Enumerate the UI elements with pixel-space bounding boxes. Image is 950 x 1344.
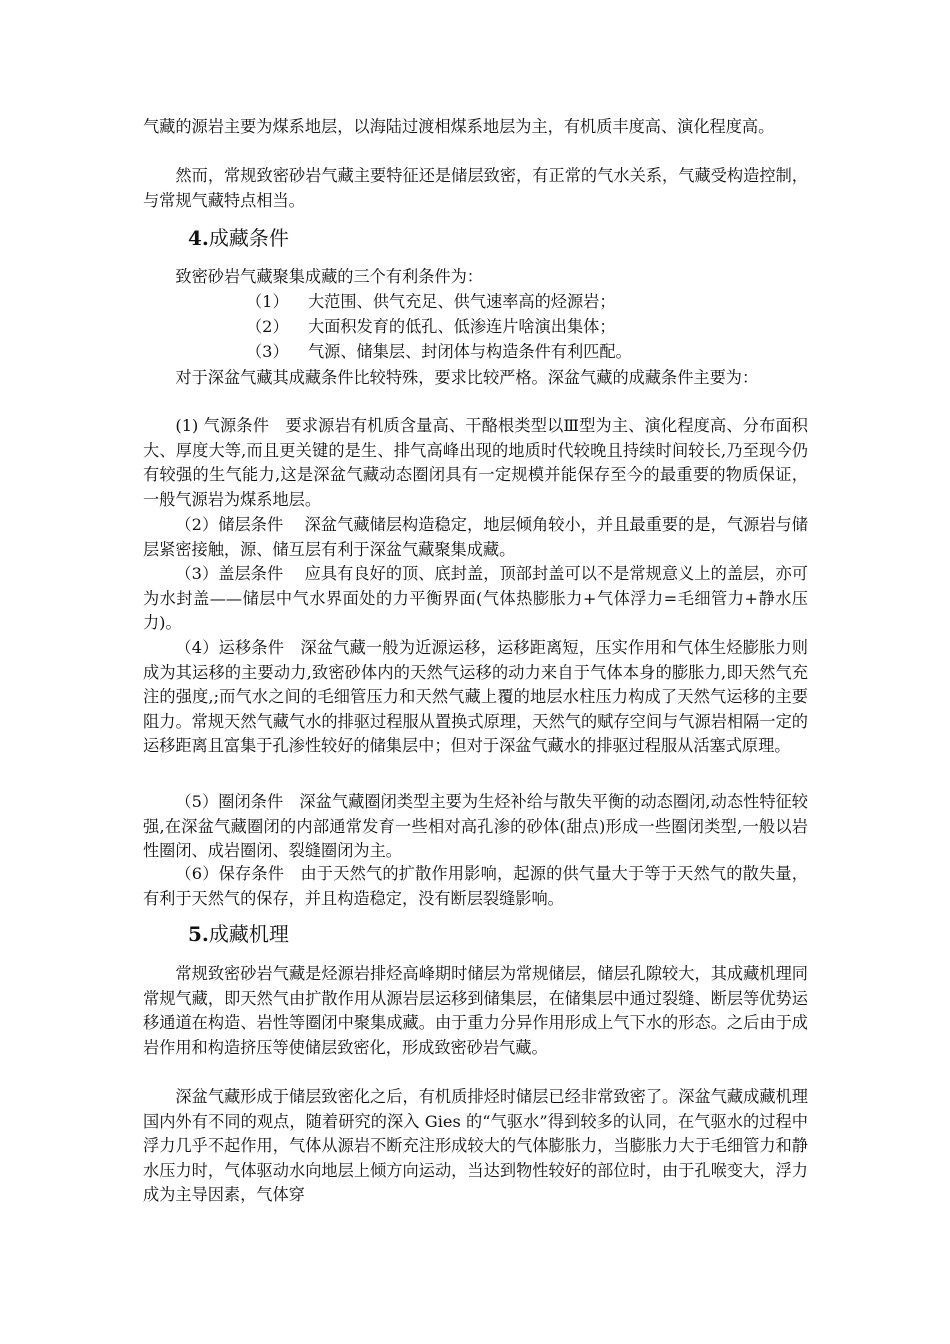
paragraph-cap-rock-condition: （3）盖层条件 应具有良好的顶、底封盖，顶部封盖可以不是常规意义上的盖层，亦可为水封盖——储层中气水界面处的力平衡界面(气体热膨胀力+气体浮力=毛细管力+静水压力)。: [143, 564, 808, 633]
condition-item: [246, 340, 632, 365]
heading-number: 5.: [188, 922, 209, 946]
paragraph-deep-basin-mechanism: 深盆气藏形成于储层致密化之后，有机质排烃时储层已经非常致密了。深盆气藏成藏机理国内外有不同的观点，随着研究的深入 Gies 的“气驱水”得到较多的认同，在气驱水的过程中浮力几乎不起作用，气体从源岩不断充注形成较大的气体膨胀力，当膨胀力大于毛细管力和静水压力时，气体驱动水向地层上倾方向运动，当达到物性较好的部位时，由于孔喉变大，浮力成为主导因素，气体穿: [143, 1087, 808, 1205]
paragraph-reservoir-condition: （2）储层条件 深盆气藏储层构造稳定，地层倾角较小，并且最重要的是，气源岩与储层紧密接触，源、储互层有利于深盆气藏聚集成藏。: [143, 515, 808, 559]
paragraph-trap-condition: （5）圈闭条件 深盆气藏圈闭类型主要为生烃补给与散失平衡的动态圈闭,动态性特征较强,在深盆气藏圈闭的内部通常发育一些相对高孔渗的砂体(甜点)形成一些圈闭类型,一般以岩性圈闭、成岩圈闭、裂缝圈闭为主。: [143, 792, 808, 861]
condition-text: 大范围、供气充足、供气速率高的烃源岩；: [308, 292, 616, 311]
condition-text: 气源、储集层、封闭体与构造条件有利匹配。: [308, 342, 632, 361]
heading-text: 成藏条件: [208, 226, 289, 250]
condition-text: 大面积发育的低孔、低渗连片啥演出集体；: [308, 317, 616, 336]
condition-item: [246, 290, 616, 315]
heading-accumulation-mechanism: [188, 920, 289, 948]
condition-item: [246, 315, 616, 340]
heading-accumulation-conditions: [188, 224, 289, 252]
paragraph-migration-condition: （4）运移条件 深盆气藏一般为近源运移，运移距离短，压实作用和气体生烃膨胀力则成为其运移的主要动力,致密砂体内的天然气运移的动力来自于气体本身的膨胀力,即天然气充注的强度,;而气水之间的毛细管压力和天然气藏上覆的地层水柱压力构成了天然气运移的主要阻力。常规天然气藏气水的排驱过程服从置换式原理，天然气的赋存空间与气源岩相隔一定的运移距离且富集于孔渗性较好的储集层中；但对于深盆气藏水的排驱过程服从活塞式原理。: [143, 638, 808, 756]
paragraph-preservation-condition: （6）保存条件 由于天然气的扩散作用影响，起源的供气量大于等于天然气的散失量，有利于天然气的保存，并且构造稳定，没有断层裂缝影响。: [143, 864, 808, 908]
paragraph-three-conditions-intro: 致密砂岩气藏聚集成藏的三个有利条件为：: [175, 267, 483, 286]
paragraph-deep-basin-intro: 对于深盆气藏其成藏条件比较特殊，要求比较严格。深盆气藏的成藏条件主要为：: [175, 368, 759, 387]
paragraph-conventional-mechanism: 常规致密砂岩气藏是烃源岩排烃高峰期时储层为常规储层，储层孔隙较大，其成藏机理同常规气藏，即天然气由扩散作用从源岩层运移到储集层，在储集层中通过裂缝、断层等优势运移通道在构造、岩性等圈闭中聚集成藏。由于重力分异作用形成上气下水的形态。之后由于成岩作用和构造挤压等使储层致密化，形成致密砂岩气藏。: [143, 964, 808, 1057]
condition-number: （1）: [246, 292, 289, 311]
heading-text: 成藏机理: [208, 922, 289, 946]
heading-number: 4.: [188, 226, 209, 250]
paragraph-conventional-features: 然而，常规致密砂岩气藏主要特征还是储层致密，有正常的气水关系，气藏受构造控制，与常规气藏特点相当。: [143, 166, 808, 210]
condition-number: （3）: [246, 342, 289, 361]
paragraph-source-rock: 气藏的源岩主要为煤系地层，以海陆过渡相煤系地层为主，有机质丰度高、演化程度高。: [143, 117, 775, 136]
condition-number: （2）: [246, 317, 289, 336]
paragraph-gas-source-condition: (1) 气源条件 要求源岩有机质含量高、干酪根类型以Ⅲ型为主、演化程度高、分布面积大、厚度大等,而且更关键的是生、排气高峰出现的地质时代较晚且持续时间较长,乃至现今仍有较强的生气能力,这是深盆气藏动态圈闭具有一定规模并能保存至今的最重要的物质保证，一般气源岩为煤系地层。: [143, 416, 808, 509]
